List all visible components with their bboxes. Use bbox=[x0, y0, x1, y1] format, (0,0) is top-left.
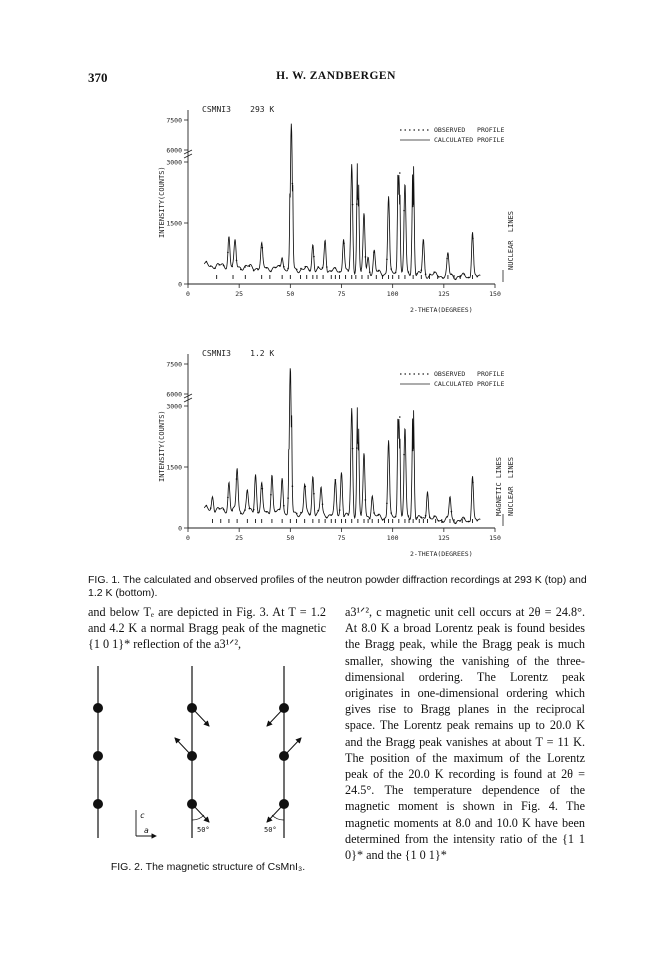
observed-point bbox=[287, 268, 289, 270]
running-header-author: H. W. ZANDBERGEN bbox=[276, 70, 396, 82]
observed-point bbox=[266, 267, 268, 269]
observed-point bbox=[348, 270, 350, 272]
observed-point bbox=[244, 509, 246, 511]
observed-point bbox=[249, 508, 251, 510]
legend-calculated: CALCULATED PROFILE bbox=[434, 380, 505, 388]
observed-point bbox=[464, 518, 466, 520]
diffraction-chart-293k bbox=[150, 98, 530, 318]
observed-point bbox=[416, 273, 418, 275]
figure1-caption-text: The calculated and observed profiles of the neutron powder diffraction recordings at 293 K (top) and 1.2 K (bottom). bbox=[88, 574, 587, 599]
observed-point bbox=[403, 210, 405, 212]
observed-point bbox=[429, 274, 431, 276]
x-tick-label: 150 bbox=[489, 290, 501, 298]
observed-point bbox=[296, 513, 298, 515]
observed-point bbox=[421, 517, 423, 519]
observed-point bbox=[300, 512, 302, 514]
observed-point bbox=[292, 183, 294, 185]
x-tick-label: 25 bbox=[235, 290, 244, 298]
observed-point bbox=[378, 514, 380, 516]
observed-point bbox=[352, 204, 354, 206]
observed-point bbox=[262, 247, 264, 249]
observed-point bbox=[412, 206, 414, 208]
y-tick-label: 7500 bbox=[166, 116, 182, 125]
observed-point bbox=[231, 266, 233, 268]
x-tick-label: 75 bbox=[337, 290, 346, 298]
spin-arrow bbox=[267, 804, 284, 822]
observed-point bbox=[330, 270, 332, 272]
observed-point bbox=[356, 203, 358, 205]
x-tick-label: 0 bbox=[186, 290, 190, 298]
figure2-caption bbox=[88, 861, 328, 874]
observed-point bbox=[408, 515, 410, 517]
observed-point bbox=[244, 266, 246, 268]
side-label-magnetic: MAGNETIC LINES bbox=[495, 456, 503, 516]
x-tick-label: 100 bbox=[386, 290, 399, 298]
observed-point bbox=[292, 485, 294, 487]
body-right-text: a3¹ᐟ², c magnetic unit cell occurs at 2θ = 24.8°. At 8.0 K a broad Lorentz peak is found besides the Bragg peak, while the Bragg peak is much smaller, showing the vanishing of the three-dimensional ordering. The Lorentz peak originates in one-dimensional ordering which gives rise to Bragg planes in the reciprocal space. The Lorentz peak remains up to 20.0 K and the Bragg peak vanishes at about T = 11 K. The position of the maximum of the Lorentz peak of the 20.0 K recording is found at 2θ = 24.5°. The temperature dependence of the magnetic moment is shown in Fig. 4. The magnetic moments at 8.0 and 10.0 K have been determined from the intensity ratio of the {1 1 0}* and the {1 0 1}* bbox=[345, 605, 585, 863]
side-label-nuclear: NUCLEAR LINES bbox=[507, 456, 515, 516]
observed-point bbox=[459, 520, 461, 522]
x-tick-label: 100 bbox=[386, 534, 399, 542]
observed-point bbox=[257, 512, 259, 514]
observed-point bbox=[300, 268, 302, 270]
observed-point bbox=[433, 515, 435, 517]
observed-point bbox=[433, 271, 435, 273]
observed-point bbox=[446, 258, 448, 260]
observed-point bbox=[305, 486, 307, 488]
observed-point bbox=[283, 266, 285, 268]
chart-ylabel: INTENSITY(COUNTS) bbox=[158, 410, 166, 482]
observed-point bbox=[382, 519, 384, 521]
observed-point bbox=[296, 269, 298, 271]
observed-point bbox=[455, 523, 457, 525]
magnetic-structure-figure bbox=[88, 660, 328, 850]
figure1-caption-label: FIG. 1. bbox=[88, 574, 121, 586]
observed-point bbox=[266, 511, 268, 513]
observed-point bbox=[326, 266, 328, 268]
spin-arrow bbox=[192, 708, 209, 726]
observed-point bbox=[442, 521, 444, 523]
observed-point bbox=[373, 251, 375, 253]
observed-point bbox=[339, 509, 341, 511]
spin-arrow bbox=[175, 738, 192, 756]
observed-point bbox=[390, 512, 392, 514]
observed-point bbox=[408, 271, 410, 273]
x-tick-label: 125 bbox=[437, 290, 450, 298]
observed-point bbox=[330, 514, 332, 516]
legend-observed: OBSERVED PROFILE bbox=[434, 126, 505, 134]
observed-point bbox=[253, 509, 255, 511]
observed-point bbox=[227, 497, 229, 499]
observed-point bbox=[210, 265, 212, 267]
legend-observed: OBSERVED PROFILE bbox=[434, 370, 505, 378]
observed-point bbox=[335, 267, 337, 269]
mn-atom bbox=[93, 799, 103, 809]
mn-atom bbox=[93, 703, 103, 713]
axis-label-c: c bbox=[140, 811, 145, 820]
y-tick-label: 6000 bbox=[166, 146, 182, 155]
observed-point bbox=[386, 259, 388, 261]
observed-point bbox=[206, 505, 208, 507]
observed-point bbox=[365, 256, 367, 258]
x-tick-label: 50 bbox=[286, 534, 295, 542]
observed-point bbox=[425, 515, 427, 517]
figure2-caption-text: The magnetic structure of CsMnI₃. bbox=[145, 861, 306, 873]
observed-point bbox=[305, 266, 307, 268]
body-left-column bbox=[88, 604, 326, 653]
spin-arrow bbox=[267, 708, 284, 726]
x-tick-label: 125 bbox=[437, 534, 450, 542]
observed-point bbox=[249, 265, 251, 267]
observed-point bbox=[339, 271, 341, 273]
observed-point bbox=[369, 271, 371, 273]
observed-point bbox=[399, 416, 401, 418]
y-tick-label: 0 bbox=[178, 280, 182, 289]
observed-point bbox=[206, 261, 208, 263]
observed-point bbox=[438, 520, 440, 522]
legend-calculated: CALCULATED PROFILE bbox=[434, 136, 505, 144]
observed-point bbox=[451, 511, 453, 513]
observed-point bbox=[451, 274, 453, 276]
observed-point bbox=[476, 520, 478, 522]
y-tick-label: 3000 bbox=[166, 158, 182, 167]
axis-label-a: a bbox=[144, 826, 149, 835]
observed-point bbox=[335, 479, 337, 481]
side-label-nuclear: NUCLEAR LINES bbox=[507, 210, 515, 270]
mn-atom bbox=[93, 751, 103, 761]
y-tick-label: 3000 bbox=[166, 402, 182, 411]
observed-point bbox=[322, 267, 324, 269]
observed-point bbox=[360, 270, 362, 272]
observed-point bbox=[472, 238, 474, 240]
spin-arrow bbox=[192, 804, 209, 822]
calculated-profile bbox=[204, 124, 480, 280]
chart-title: CSMNI3 1.2 K bbox=[202, 349, 275, 358]
observed-point bbox=[395, 516, 397, 518]
observed-point bbox=[253, 270, 255, 272]
observed-point bbox=[343, 243, 345, 245]
observed-point bbox=[369, 518, 371, 520]
x-tick-label: 25 bbox=[235, 534, 244, 542]
observed-point bbox=[287, 497, 289, 499]
x-tick-label: 50 bbox=[286, 290, 295, 298]
observed-point bbox=[403, 454, 405, 456]
observed-point bbox=[223, 265, 225, 267]
observed-point bbox=[313, 493, 315, 495]
observed-point bbox=[317, 510, 319, 512]
observed-point bbox=[274, 511, 276, 513]
observed-point bbox=[283, 505, 285, 507]
body-right-column bbox=[345, 604, 585, 863]
observed-point bbox=[472, 482, 474, 484]
chart-ylabel: INTENSITY(COUNTS) bbox=[158, 166, 166, 238]
chart-xlabel: 2-THETA(DEGREES) bbox=[410, 550, 473, 558]
observed-point bbox=[279, 509, 281, 511]
observed-point bbox=[378, 270, 380, 272]
observed-point bbox=[210, 507, 212, 509]
observed-point bbox=[442, 277, 444, 279]
observed-point bbox=[425, 273, 427, 275]
observed-point bbox=[386, 503, 388, 505]
observed-point bbox=[416, 517, 418, 519]
y-tick-label: 1500 bbox=[166, 219, 182, 228]
observed-point bbox=[274, 267, 276, 269]
observed-point bbox=[279, 265, 281, 267]
observed-point bbox=[227, 252, 229, 254]
observed-point bbox=[352, 448, 354, 450]
observed-point bbox=[446, 516, 448, 518]
observed-point bbox=[270, 494, 272, 496]
figure2-caption-label: FIG. 2. bbox=[110, 861, 143, 873]
body-left-text: and below Tₑ are depicted in Fig. 3. At T = 1.2 and 4.2 K a normal Bragg peak of the magnetic {1 0 1}* reflection of the a3¹ᐟ², bbox=[88, 605, 326, 652]
observed-point bbox=[390, 268, 392, 270]
observed-point bbox=[476, 276, 478, 278]
diffraction-chart-1-2k bbox=[150, 342, 530, 562]
observed-point bbox=[231, 510, 233, 512]
observed-point bbox=[399, 172, 401, 174]
x-tick-label: 75 bbox=[337, 534, 346, 542]
observed-point bbox=[360, 514, 362, 516]
observed-point bbox=[326, 517, 328, 519]
observed-point bbox=[313, 256, 315, 258]
observed-point bbox=[348, 514, 350, 516]
observed-point bbox=[236, 478, 238, 480]
page-number: 370 bbox=[88, 70, 108, 85]
observed-point bbox=[214, 267, 216, 269]
observed-point bbox=[236, 260, 238, 262]
y-tick-label: 0 bbox=[178, 524, 182, 533]
observed-point bbox=[309, 514, 311, 516]
calculated-profile bbox=[204, 368, 480, 523]
observed-point bbox=[468, 521, 470, 523]
observed-point bbox=[257, 269, 259, 271]
observed-point bbox=[219, 508, 221, 510]
observed-point bbox=[421, 269, 423, 271]
chart-xlabel: 2-THETA(DEGREES) bbox=[410, 306, 473, 314]
observed-point bbox=[214, 511, 216, 513]
observed-point bbox=[270, 271, 272, 273]
observed-point bbox=[365, 499, 367, 501]
figure1-caption bbox=[88, 574, 588, 600]
observed-point bbox=[240, 269, 242, 271]
y-tick-label: 6000 bbox=[166, 390, 182, 399]
observed-point bbox=[468, 277, 470, 279]
angle-label: 50° bbox=[264, 826, 277, 834]
observed-point bbox=[464, 274, 466, 276]
angle-arc bbox=[272, 815, 284, 820]
observed-point bbox=[240, 513, 242, 515]
observed-point bbox=[219, 264, 221, 266]
observed-point bbox=[317, 266, 319, 268]
observed-point bbox=[412, 450, 414, 452]
observed-point bbox=[373, 512, 375, 514]
observed-point bbox=[455, 279, 457, 281]
observed-point bbox=[262, 488, 264, 490]
angle-label: 50° bbox=[197, 826, 210, 834]
x-tick-label: 0 bbox=[186, 534, 190, 542]
x-tick-label: 150 bbox=[489, 534, 501, 542]
observed-point bbox=[343, 516, 345, 518]
observed-point bbox=[429, 517, 431, 519]
angle-arc bbox=[192, 815, 204, 820]
y-tick-label: 7500 bbox=[166, 360, 182, 369]
observed-point bbox=[309, 270, 311, 272]
y-tick-label: 1500 bbox=[166, 463, 182, 472]
observed-point bbox=[356, 447, 358, 449]
observed-point bbox=[322, 503, 324, 505]
observed-point bbox=[395, 272, 397, 274]
spin-arrow bbox=[284, 738, 301, 756]
chart-title: CSMNI3 293 K bbox=[202, 105, 275, 114]
observed-point bbox=[223, 509, 225, 511]
